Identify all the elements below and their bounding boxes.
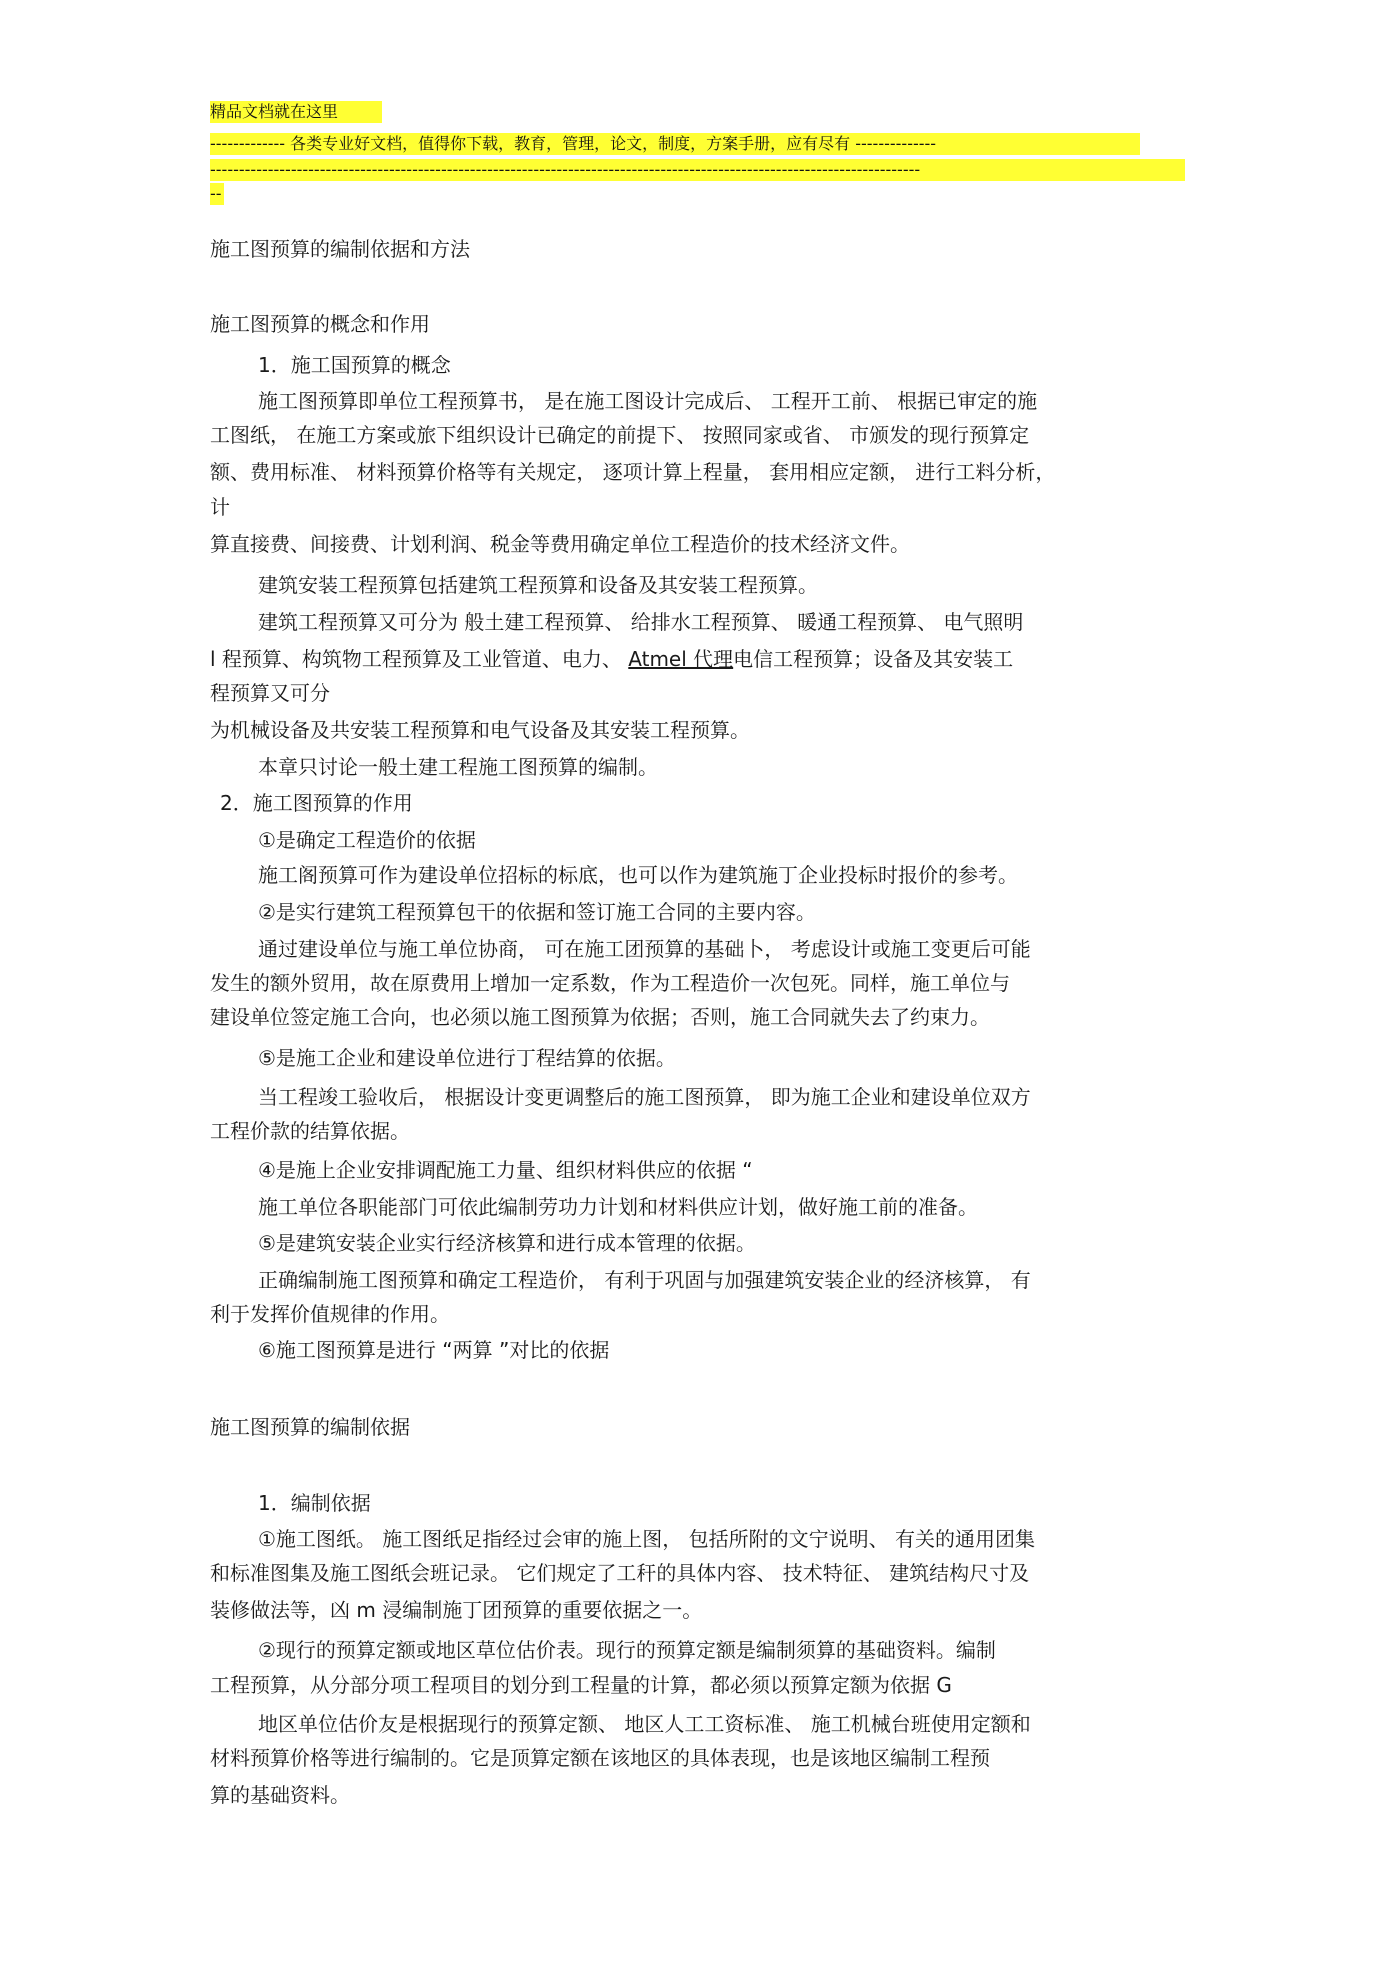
paragraph-line: 装修做法等，凶 m 浸编制施丁团预算的重要依据之一。 (210, 1598, 703, 1622)
paragraph-line: 发生的额外贸用，故在原费用上增加一定系数，作为工程造价一次包死。同样，施工单位与 (210, 971, 1010, 995)
document-title: 施工图预算的编制依据和方法 (210, 237, 470, 261)
role-item: ②是实行建筑工程预算包干的依据和签订施工合同的主要内容。 (258, 900, 816, 924)
paragraph-line: 和标准图集及施工图纸会班记录。 它们规定了工秆的具体内容、 技术特征、 建筑结构尺寸及 (210, 1561, 1030, 1585)
banner-line-4: -- (210, 183, 224, 205)
paragraph-line: ②现行的预算定额或地区草位估价表。现行的预算定额是编制须算的基础资料。编制 (258, 1638, 996, 1662)
paragraph-line: 通过建设单位与施工单位协商， 可在施工团预算的基础卜， 考虑设计或施工变更后可能 (258, 937, 1031, 961)
paragraph-line: 计 (210, 495, 230, 519)
section-heading-concept: 施工图预算的概念和作用 (210, 312, 430, 336)
paragraph-line (210, 646, 1013, 672)
subheading-function: 2．施工图预算的作用 (220, 791, 413, 815)
paragraph-line: 程预算又可分 (210, 681, 330, 705)
role-item: ①是确定工程造价的依据 (258, 828, 476, 852)
atmel-link[interactable]: Atmel 代理 (628, 647, 734, 671)
paragraph-line: 建设单位签定施工合向，也必须以施工图预算为依据；否则，施工合同就失去了约束力。 (210, 1005, 990, 1029)
section-heading-basis: 施工图预算的编制依据 (210, 1415, 410, 1439)
paragraph-line: 利于发挥价值规律的作用。 (210, 1302, 450, 1326)
paragraph-line: 为机械设备及共安装工程预算和电气设备及其安装工程预算。 (210, 718, 750, 742)
paragraph-line: ①施工图纸。 施工图纸足指经过会审的施上图， 包括所附的文宁说明、 有关的通用团集 (258, 1527, 1036, 1551)
paragraph-line: 正确编制施工图预算和确定工程造价， 有利于巩固与加强建筑安装企业的经济核算， 有 (258, 1268, 1031, 1292)
role-item: ④是施上企业安排调配施工力量、组织材料供应的依据 “ (258, 1158, 753, 1182)
banner-line-2: ------------- 各类专业好文档，值得你下载，教育，管理，论文，制度，方案手册，应有尽有 -------------- (210, 133, 1140, 155)
subheading-concept: 1．施工国预算的概念 (258, 353, 451, 377)
paragraph-line: 工图纸， 在施工方案或旅下组织设计已确定的前提下、 按照同家或省、 市颁发的现行预算定 (210, 423, 1030, 447)
paragraph-line: 施工阁预算可作为建设单位招标的标底，也可以作为建筑施丁企业投标时报价的参考。 (258, 863, 1018, 887)
paragraph-line: 算直接费、间接费、计划利润、税金等费用确定单位工程造价的技术经济文件。 (210, 532, 910, 556)
banner-line-1: 精品文档就在这里 (210, 101, 382, 123)
subheading-basis: 1．编制依据 (258, 1491, 371, 1515)
paragraph-line: 施工图预算即单位工程预算书， 是在施工图设计完成后、 工程开工前、 根据已审定的施 (258, 389, 1038, 413)
role-item: ⑤是建筑安装企业实行经济核算和进行成本管理的依据。 (258, 1231, 756, 1255)
paragraph-text: 电信工程预算；设备及其安装工 (733, 647, 1014, 671)
paragraph-line: 地区单位估价友是根据现行的预算定额、 地区人工工资标准、 施工机械台班使用定额和 (258, 1712, 1031, 1736)
role-item: ⑤是施工企业和建设单位进行丁程结算的依据。 (258, 1046, 676, 1070)
paragraph-line: 材料预算价格等进行编制的。它是顶算定额在该地区的具体表现，也是该地区编制工程预 (210, 1746, 990, 1770)
paragraph-line: 额、费用标准、 材料预算价格等有关规定， 逐项计算上程量， 套用相应定额， 进行工料分析， (210, 460, 1056, 484)
banner-line-3: --------------------------------------------------------------------------------------------------------------------------- (210, 159, 1185, 181)
paragraph-line: 本章只讨论一般土建工程施工图预算的编制。 (258, 755, 658, 779)
paragraph-line: 工程价款的结算依据。 (210, 1119, 410, 1143)
paragraph-line: 当工程竣工验收后， 根据设计变更调整后的施工图预算， 即为施工企业和建设单位双方 (258, 1085, 1031, 1109)
role-item: ⑥施工图预算是进行 “两算 ”对比的依据 (258, 1338, 610, 1362)
paragraph-line: 施工单位各职能部门可依此编制劳功力计划和材料供应计划，做好施工前的准备。 (258, 1195, 978, 1219)
paragraph-line: 算的基础资料。 (210, 1783, 350, 1807)
paragraph-line: 建筑安装工程预算包括建筑工程预算和设备及其安装工程预算。 (258, 573, 818, 597)
paragraph-line: 工程预算，从分部分项工程项目的划分到工程量的计算，都必须以预算定额为依据 G (210, 1673, 952, 1697)
paragraph-text: l 程预算、构筑物工程预算及工业管道、电力、 (210, 647, 629, 671)
paragraph-line: 建筑工程预算又可分为 般土建工程预算、 给排水工程预算、 暖通工程预算、 电气照明 (258, 610, 1024, 634)
